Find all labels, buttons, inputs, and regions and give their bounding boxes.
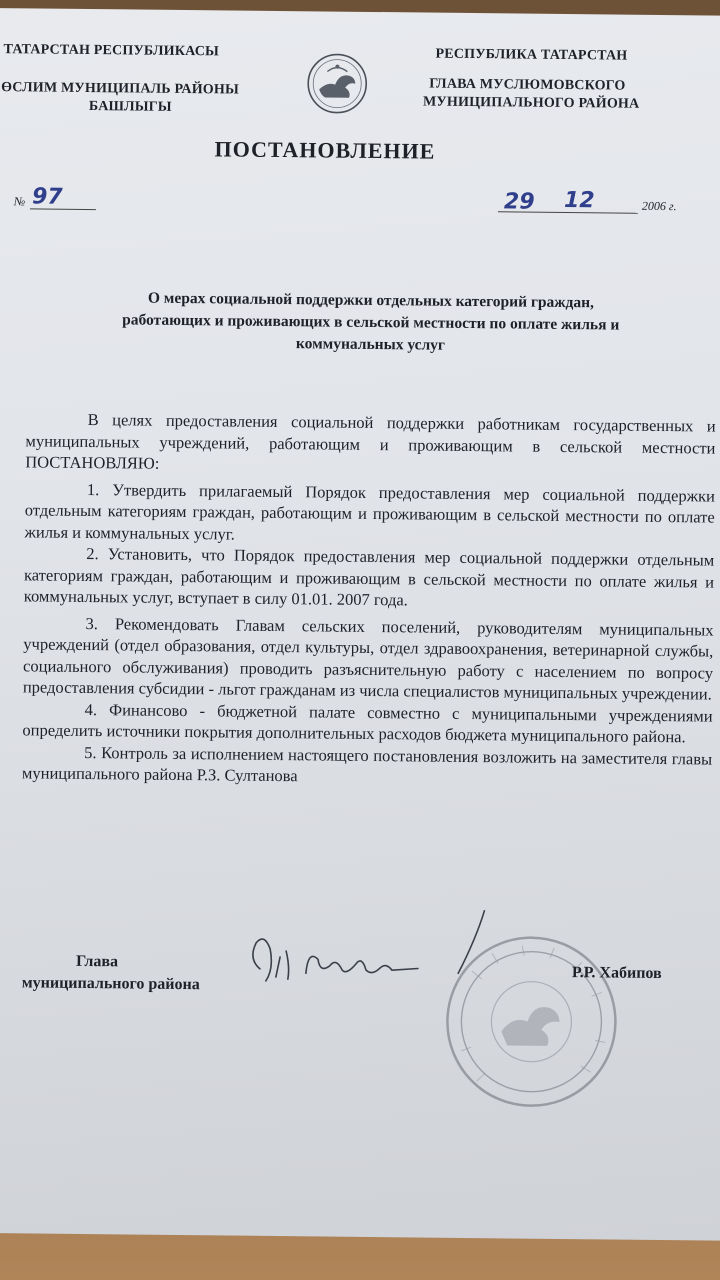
header-left-line2: ӨСЛИМ МУНИЦИПАЛЬ РАЙОНЫ (1, 80, 240, 98)
item-paragraph-2: 2. Установить, что Порядок предоставления мер социальной поддержки отдельным категориям граждан, работающим и проживающим в сельской местности по оплате жилья и коммунальных услуг, вступает в силу 01.01. 2007 года. (23, 543, 715, 610)
subject-line: работающих и проживающих в сельской местности по оплате жилья и (122, 311, 620, 334)
number-underline (30, 208, 96, 210)
subject-line: коммунальных услуг (295, 335, 446, 354)
coat-of-arms-icon (305, 51, 370, 116)
header-left-line3: БАШЛЫГЫ (88, 99, 172, 115)
header-right-line1: РЕСПУБЛИКА ТАТАРСТАН (435, 46, 628, 64)
header-right-line2: ГЛАВА МУСЛЮМОВСКОГО (429, 76, 626, 94)
document-body (22, 408, 716, 791)
document-subject (30, 286, 711, 359)
date-year: 2006 г. (641, 198, 677, 214)
document-number: 97 (31, 184, 63, 210)
item-paragraph-1: 1. Утвердить прилагаемый Порядок предоставления мер социальной поддержки отдельным категориям граждан, работающим и проживающим в сельской местности по оплате жилья и коммунальных услуг. (24, 479, 716, 544)
header-right-line3: МУНИЦИПАЛЬНОГО РАЙОНА (422, 94, 640, 112)
signatory-title-line1: Глава (75, 952, 119, 971)
item-paragraph-3: 3. Рекомендовать Главам сельских поселений, руководителям муниципальных учреждений (отдел образования, отдел культуры, отдел здравоохранения, ветеринарной службы, социального обслуживания) проводить разъяснительную работу с населением по вопросу предоставления субсидии - льгот гражданам из числа специалистов муниципальных учреждении. (22, 613, 714, 704)
document-sheet (0, 8, 720, 1241)
signatory-name: Р.Р. Хабипов (571, 964, 662, 983)
header-left-line1: ТАТАРСТАН РЕСПУБЛИКАСЫ (3, 42, 220, 60)
official-seal-icon (440, 931, 622, 1113)
preamble-paragraph: В целях предоставления социальной поддержки работникам государственных и муниципальных учреждений, работающим и проживающим в сельской местности ПОСТАНОВЛЯЮ: (25, 410, 716, 473)
number-prefix: № (13, 194, 26, 209)
date-day: 29 (503, 189, 535, 215)
signatory-title-line2: муниципального района (21, 974, 200, 994)
document-title: ПОСТАНОВЛЕНИЕ (214, 136, 436, 164)
item-paragraph-4: 4. Финансово - бюджетной палате совместно с муниципальными учреждениями определить источники покрытия дополнительных расходов бюджета муниципального района. (22, 699, 713, 747)
subject-line: О мерах социальной поддержки отдельных категорий граждан, (147, 289, 595, 312)
item-paragraph-5: 5. Контроль за исполнением настоящего постановления возложить на заместителя главы муниципального района Р.З. Султанова (21, 742, 713, 786)
handwritten-signature-icon (246, 929, 427, 1001)
date-month: 12 (563, 187, 595, 214)
